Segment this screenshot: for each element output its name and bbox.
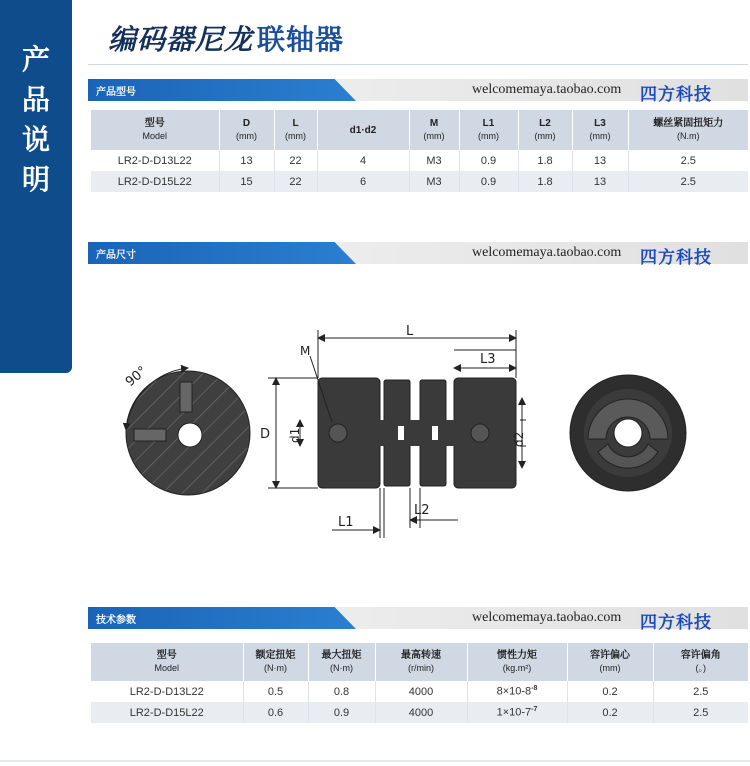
dim-L2-label: L2: [414, 503, 430, 518]
column-header: L3 (mm): [572, 110, 628, 150]
column-header: 螺丝紧固扭矩力 (N.m): [628, 110, 748, 150]
table-cell: 0.8: [308, 681, 375, 702]
column-header: L1 (mm): [459, 110, 518, 150]
sidebar-tab: [0, 0, 72, 373]
shop-url: welcomemaya.taobao.com: [472, 245, 622, 260]
section-label: 技术参数: [96, 615, 136, 626]
brand-name: 四方科技: [640, 613, 712, 633]
column-header: 型号 Model: [91, 643, 243, 681]
column-header: L (mm): [274, 110, 317, 150]
table-cell: 13: [572, 150, 628, 171]
section-bar-tech-params: [88, 607, 748, 633]
table-cell: 1.8: [518, 150, 572, 171]
column-header: 最高转速 (r/min): [375, 643, 467, 681]
table-cell: 2.5: [680, 154, 696, 167]
sidebar-char: 产: [21, 43, 50, 76]
table-cell: 4000: [375, 702, 467, 723]
dim-M-label: M: [300, 344, 311, 358]
coupling-drawing: [88, 290, 748, 550]
table-cell: LR2-D-D15L22: [91, 702, 243, 723]
sidebar-char: 品: [21, 83, 50, 116]
table-cell: $1\times 10-7^{-7}$: [467, 702, 567, 723]
table-cell: 0.6: [243, 702, 308, 723]
table-cell: 13: [219, 150, 274, 171]
side-view: [260, 324, 526, 538]
column-header: 型号 Model: [91, 110, 219, 150]
table-cell: 0.9: [459, 171, 518, 192]
table-cell: M3: [409, 171, 459, 192]
title-divider: [88, 64, 748, 65]
sidebar-char: 说: [21, 123, 50, 156]
table-cell: LR2-D-D13L22: [91, 150, 219, 171]
exponent: -7: [531, 706, 538, 714]
left-end-view: [123, 364, 250, 495]
bottom-divider: [0, 760, 750, 762]
table-cell: 0.5: [243, 681, 308, 702]
shop-url: welcomemaya.taobao.com: [472, 610, 622, 625]
table-cell: LR2-D-D15L22: [91, 171, 219, 192]
title-right: 联轴器: [257, 23, 345, 56]
sidebar-char: 明: [21, 163, 50, 196]
table-cell: 15: [219, 171, 274, 192]
title-left: 编码器尼龙: [108, 23, 254, 56]
table-cell: $8\times 10-8^{-8}$: [467, 681, 567, 702]
table-cell: 2.5: [653, 702, 748, 723]
brand-name: 四方科技: [640, 85, 712, 105]
dim-L3-label: L3: [480, 352, 496, 367]
table-row: [91, 681, 748, 702]
table-row: [91, 150, 748, 171]
table-cell: M3: [409, 150, 459, 171]
column-header: M (mm): [409, 110, 459, 150]
table-header-row: [91, 643, 748, 681]
exponent: -8: [531, 685, 538, 693]
table-cell: 0.9: [459, 150, 518, 171]
dim-D-label: D: [260, 427, 271, 442]
table-cell: 6: [317, 171, 409, 192]
section-bar-product-model: [88, 79, 748, 105]
shop-url: welcomemaya.taobao.com: [472, 82, 622, 97]
table-cell: 4000: [375, 681, 467, 702]
table-cell: 0.9: [308, 702, 375, 723]
table-header-row: [91, 110, 748, 150]
dim-L1-label: L1: [338, 515, 354, 530]
column-header: 最大扭矩 (N·m): [308, 643, 375, 681]
column-header: 容许偏角 (。): [653, 643, 748, 681]
dim-L-label: L: [406, 324, 414, 339]
column-header: 惯性力矩 (kg.m²): [467, 643, 567, 681]
model-table: [91, 110, 748, 192]
page-title: [108, 18, 344, 58]
table-row: [91, 171, 748, 192]
column-header: d1·d2: [317, 110, 409, 150]
column-header: 额定扭矩 (N·m): [243, 643, 308, 681]
column-header: D (mm): [219, 110, 274, 150]
table-cell: 13: [572, 171, 628, 192]
dim-d2-label: d2: [512, 431, 526, 447]
table-row: [91, 702, 748, 723]
table-cell: 22: [274, 150, 317, 171]
column-header: L2 (mm): [518, 110, 572, 150]
right-end-view: [570, 375, 686, 491]
angle-label: 90°: [122, 363, 151, 390]
param-table: [91, 643, 748, 723]
section-label: 产品尺寸: [96, 250, 136, 261]
table-cell: 0.2: [567, 681, 653, 702]
table-cell: LR2-D-D13L22: [91, 681, 243, 702]
table-cell: 1.8: [518, 171, 572, 192]
table-cell: 4: [317, 150, 409, 171]
brand-name: 四方科技: [640, 248, 712, 268]
table-cell: 0.2: [567, 702, 653, 723]
table-cell: 2.5: [693, 685, 709, 698]
dim-d1-label: d1: [288, 427, 302, 443]
table-cell: 2.5: [628, 171, 748, 192]
section-label: 产品型号: [96, 87, 136, 98]
section-bar-product-size: [88, 242, 748, 268]
column-header: 容许偏心 (mm): [567, 643, 653, 681]
table-cell: 22: [274, 171, 317, 192]
